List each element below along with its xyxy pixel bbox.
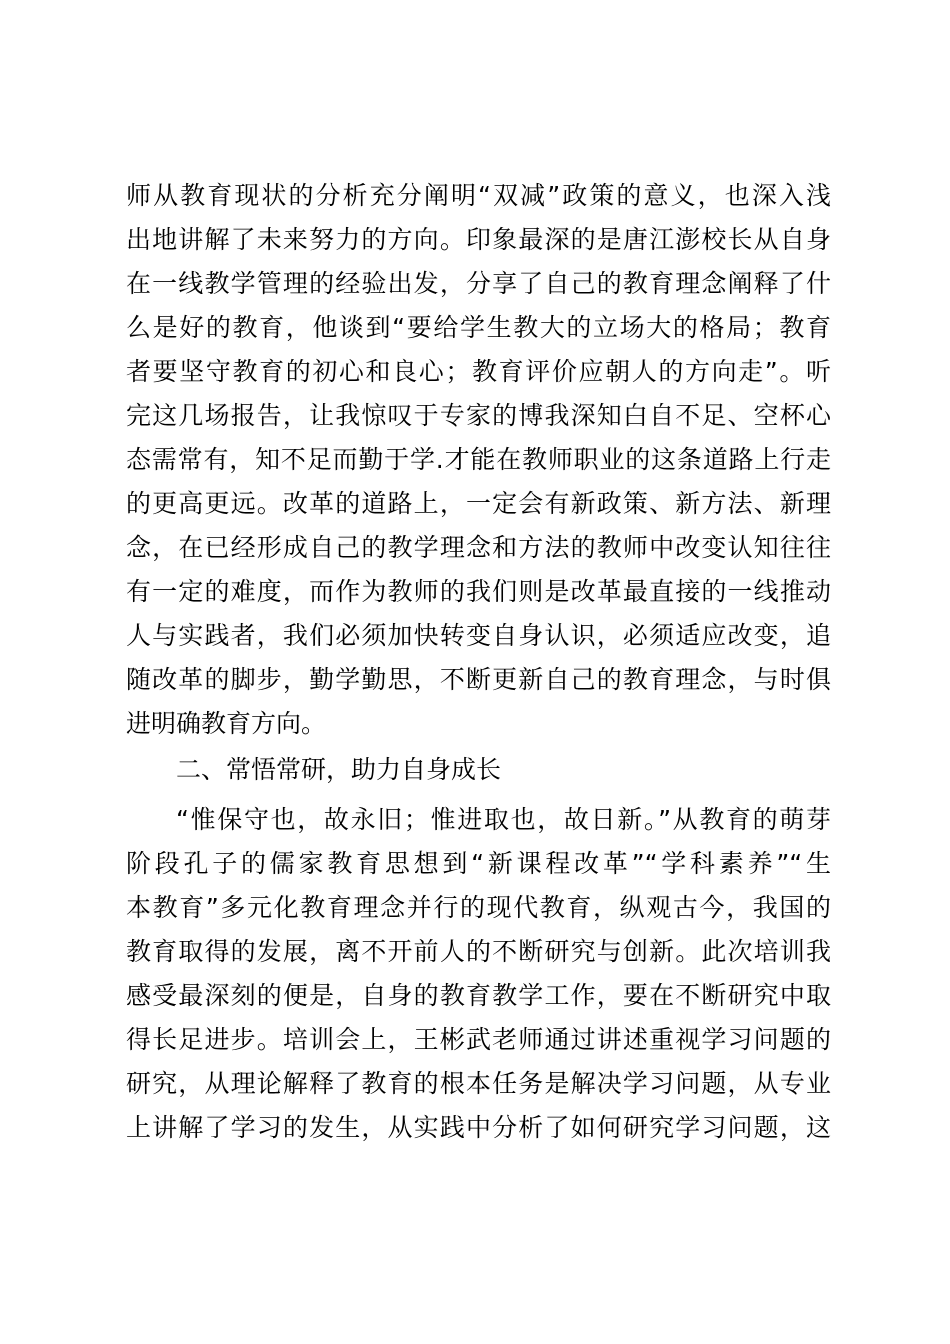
paragraph-line: 有一定的难度，而作为教师的我们则是改革最直接的一线推动 bbox=[126, 577, 831, 606]
paragraph-line: 阶段孔子的儒家教育思想到“新课程改革”“学科素养”“生 bbox=[126, 849, 831, 878]
paragraph-line: 得长足进步。培训会上，王彬武老师通过讲述重视学习问题的 bbox=[126, 1025, 831, 1054]
paragraph-line: 人与实践者，我们必须加快转变自身认识，必须适应改变，追 bbox=[126, 621, 831, 650]
paragraph-line: 者要坚守教育的初心和良心；教育评价应朝人的方向走”。听 bbox=[126, 357, 831, 386]
paragraph-line: 的更高更远。改革的道路上，一定会有新政策、新方法、新理 bbox=[126, 489, 831, 518]
paragraph-line: 感受最深刻的便是，自身的教育教学工作，要在不断研究中取 bbox=[126, 981, 831, 1010]
paragraph-line: 进明确教育方向。 bbox=[126, 709, 327, 738]
paragraph-line: 出地讲解了未来努力的方向。印象最深的是唐江澎校长从自身 bbox=[126, 225, 831, 254]
section-heading: 二、常悟常研，助力自身成长 bbox=[176, 755, 502, 784]
paragraph-line: 完这几场报告，让我惊叹于专家的博我深知白自不足、空杯心 bbox=[126, 401, 831, 430]
paragraph-line: 念，在已经形成自己的教学理念和方法的教师中改变认知往往 bbox=[126, 533, 831, 562]
paragraph-line: “惟保守也，故永旧；惟进取也，故日新。”从教育的萌芽 bbox=[176, 805, 831, 834]
paragraph-line: 随改革的脚步，勤学勤思，不断更新自己的教育理念，与时俱 bbox=[126, 665, 831, 694]
paragraph-line: 在一线教学管理的经验出发，分享了自己的教育理念阐释了什 bbox=[126, 269, 831, 298]
paragraph-line: 教育取得的发展，离不开前人的不断研究与创新。此次培训我 bbox=[126, 937, 831, 966]
paragraph-line: 研究，从理论解释了教育的根本任务是解决学习问题，从专业 bbox=[126, 1069, 831, 1098]
paragraph-line: 上讲解了学习的发生，从实践中分析了如何研究学习问题，这 bbox=[126, 1113, 831, 1142]
paragraph-line: 态需常有，知不足而勤于学.才能在教师职业的这条道路上行走 bbox=[126, 445, 831, 474]
paragraph-line: 本教育”多元化教育理念并行的现代教育，纵观古今，我国的 bbox=[126, 893, 831, 922]
paragraph-line: 么是好的教育，他谈到“要给学生教大的立场大的格局；教育 bbox=[126, 313, 831, 342]
paragraph-line: 师从教育现状的分析充分阐明“双减”政策的意义，也深入浅 bbox=[126, 181, 831, 210]
